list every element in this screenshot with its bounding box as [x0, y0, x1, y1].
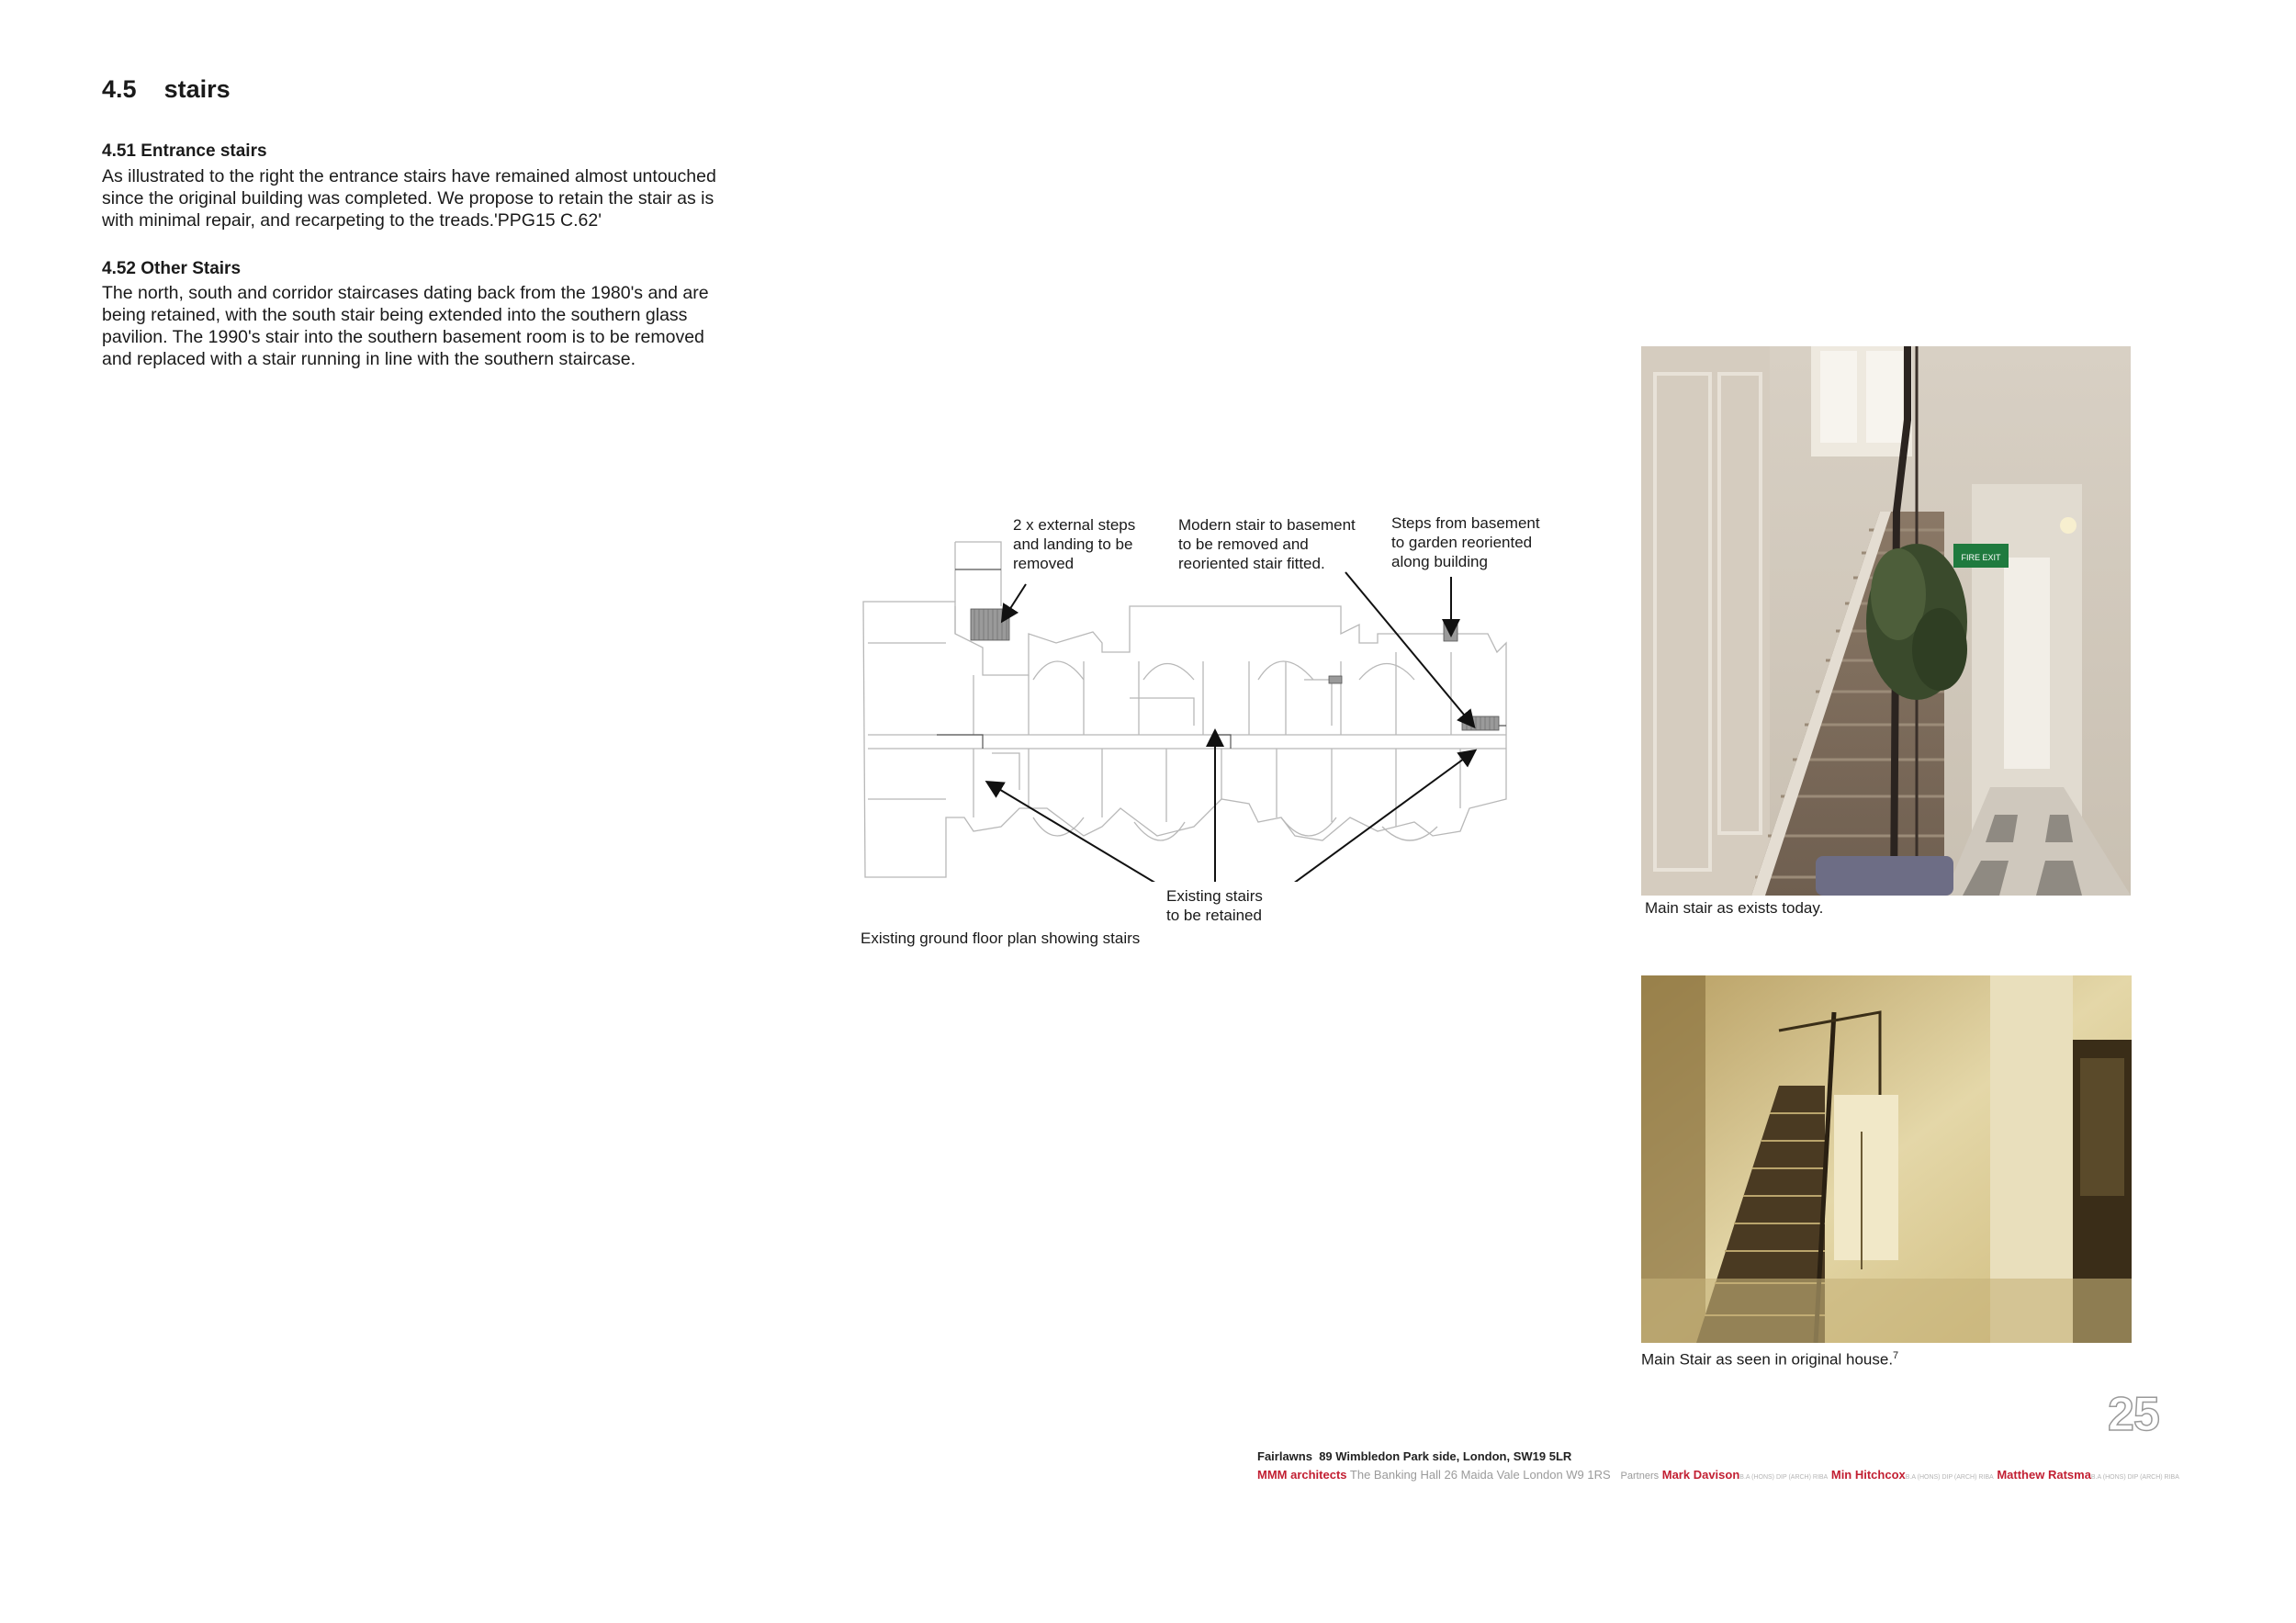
section-title-text: stairs	[163, 75, 231, 103]
page-number: 25	[2108, 1388, 2159, 1441]
section-title	[102, 75, 231, 104]
fire-exit-sign: FIRE EXIT	[1961, 553, 2001, 562]
section-number: 4.5	[102, 75, 137, 103]
callout-existing-stairs: Existing stairs to be retained	[1166, 887, 1263, 924]
callout-modern-stair: Modern stair to basement to be removed and reoriented stair fitted.	[1178, 516, 1356, 572]
firm-address: The Banking Hall 26 Maida Vale London W9 1RS	[1349, 1468, 1611, 1482]
partner-name: Matthew Ratsma	[1997, 1468, 2091, 1482]
original-stair-photo	[1641, 975, 2132, 1343]
stair-photo-image	[1641, 346, 2131, 896]
partners-label: Partners	[1620, 1471, 1660, 1482]
partner-name: Mark Davison	[1661, 1468, 1740, 1482]
partner-quals: B.A (HONS) DIP (ARCH) RIBA	[2090, 1474, 2179, 1481]
other-stairs-paragraph	[102, 282, 763, 370]
paragraph-line: since the original building was completed. We propose to retain the stair as is	[102, 188, 715, 209]
original-stair-image	[1641, 975, 2132, 1343]
footer-firm-line	[1257, 1468, 2179, 1482]
partner-name: Min Hitchcox	[1830, 1468, 1906, 1482]
paragraph-line: The north, south and corridor staircases dating back from the 1980's and are	[102, 283, 709, 303]
footnote-marker: 7	[1893, 1350, 1899, 1361]
callout-external-steps: 2 x external steps and landing to be removed	[1013, 516, 1136, 572]
original-stair-caption: Main Stair as seen in original house.$^7$	[1641, 1350, 1899, 1369]
paragraph-line: with minimal repair, and recarpeting to the treads.'PPG15 C.62'	[102, 210, 602, 231]
callout-basement-steps: Steps from basement to garden reoriented along building	[1391, 514, 1540, 570]
paragraph-line: being retained, with the south stair being extended into the southern glass	[102, 305, 688, 325]
paragraph-line: As illustrated to the right the entrance stairs have remained almost untouched	[102, 166, 716, 186]
partner-quals: B.A (HONS) DIP (ARCH) RIBA	[1739, 1474, 1829, 1481]
entrance-stairs-heading: 4.51 Entrance stairs	[102, 141, 267, 161]
plan-caption: Existing ground floor plan showing stairs	[861, 930, 1141, 947]
footer-address: Fairlawns 89 Wimbledon Park side, London, SW19 5LR	[1257, 1449, 1572, 1463]
partner-quals: B.A (HONS) DIP (ARCH) RIBA	[1905, 1474, 1994, 1481]
paragraph-line: pavilion. The 1990's stair into the southern basement room is to be removed	[102, 327, 704, 347]
firm-name: MMM architects	[1257, 1468, 1347, 1482]
paragraph-line: and replaced with a stair running in line with the southern staircase.	[102, 349, 636, 369]
main-stair-today-caption: Main stair as exists today.	[1645, 899, 1824, 917]
other-stairs-heading: 4.52 Other Stairs	[102, 259, 242, 278]
entrance-stairs-paragraph	[102, 165, 763, 231]
main-stair-photo	[1641, 346, 2131, 896]
